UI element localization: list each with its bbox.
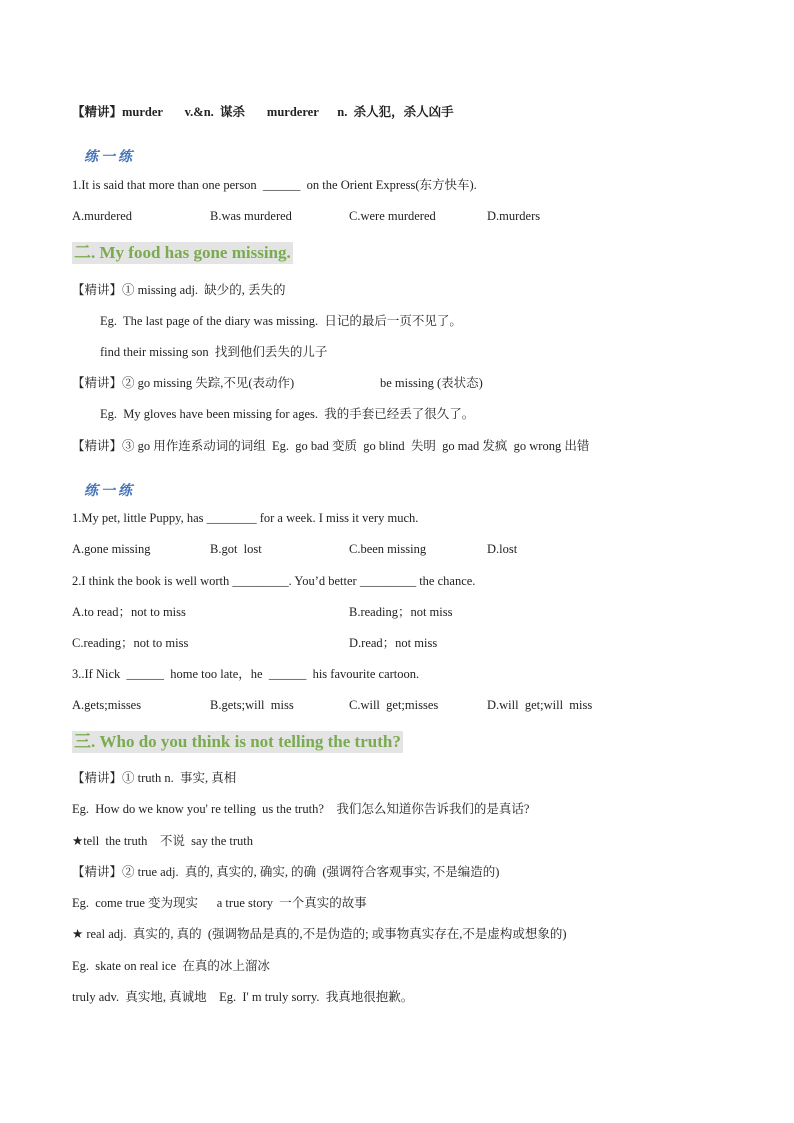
explain-missing: 【精讲】① missing adj. 缺少的, 丢失的: [72, 283, 286, 297]
section-3-heading: 三. Who do you think is not telling the truth?: [74, 732, 401, 751]
section-2-heading: 二. My food has gone missing.: [74, 243, 291, 262]
p2q1-option-a: A.gone missing: [72, 542, 151, 556]
be-missing-note: be missing (表状态): [380, 376, 483, 390]
q1-option-a: A.murdered: [72, 209, 133, 223]
note-tell-truth: ★tell the truth 不说 say the truth: [72, 834, 253, 848]
explain-go-linking: 【精讲】③ go 用作连系动词的词组 Eg. go bad 变质 go blind 失明 go mad 发疯 go wrong 出错: [72, 439, 590, 453]
practice-label-1: 练一练: [84, 150, 135, 165]
example-missing-son: find their missing son 找到他们丢失的儿子: [100, 345, 328, 359]
note-real: ★ real adj. 真实的, 真的 (强调物品是真的,不是伪造的; 或事物真实存在,不是虚构或想象的): [72, 927, 567, 941]
example-gloves: Eg. My gloves have been missing for ages. 我的手套已经丢了很久了。: [100, 407, 475, 421]
practice2-question-2: 2.I think the book is well worth _________. You’d better _________ the chance.: [72, 574, 476, 588]
p2q2-option-a: A.to read；not to miss: [72, 605, 186, 619]
p2q3-option-d: D.will get;will miss: [487, 698, 593, 712]
explain-go-missing: 【精讲】② go missing 失踪,不见(表动作): [72, 376, 295, 390]
explain-true: 【精讲】② true adj. 真的, 真实的, 确实, 的确 (强调符合客观事实, 不是编造的): [72, 865, 500, 879]
p2q3-option-b: B.gets;will miss: [210, 698, 294, 712]
p2q1-option-b: B.got lost: [210, 542, 262, 556]
p2q3-option-c: C.will get;misses: [349, 698, 439, 712]
practice-label-2: 练一练: [84, 484, 135, 499]
p2q2-option-d: D.read；not miss: [349, 636, 438, 650]
practice2-question-1: 1.My pet, little Puppy, has ________ for a week. I miss it very much.: [72, 511, 419, 525]
explain-truly: truly adv. 真实地, 真诚地 Eg. I' m truly sorry. 我真地很抱歉。: [72, 990, 414, 1004]
example-true: Eg. come true 变为现实 a true story 一个真实的故事: [72, 896, 367, 910]
example-diary: Eg. The last page of the diary was missing. 日记的最后一页不见了。: [100, 314, 462, 328]
p2q1-option-c: C.been missing: [349, 542, 427, 556]
example-real-ice: Eg. skate on real ice 在真的冰上溜冰: [72, 959, 270, 973]
question-1: 1.It is said that more than one person ______ on the Orient Express(东方快车).: [72, 178, 477, 192]
example-truth: Eg. How do we know you' re telling us the truth? 我们怎么知道你告诉我们的是真话?: [72, 802, 530, 816]
explain-truth: 【精讲】① truth n. 事实, 真相: [72, 771, 237, 785]
q1-option-d: D.murders: [487, 209, 541, 223]
explain-murder: 【精讲】murder v.&n. 谋杀 murderer n. 杀人犯，杀人凶手: [72, 105, 454, 119]
practice2-question-3: 3..If Nick ______ home too late，he ______ his favourite cartoon.: [72, 667, 420, 681]
q1-option-b: B.was murdered: [210, 209, 292, 223]
p2q1-option-d: D.lost: [487, 542, 518, 556]
p2q3-option-a: A.gets;misses: [72, 698, 142, 712]
p2q2-option-b: B.reading；not miss: [349, 605, 453, 619]
q1-option-c: C.were murdered: [349, 209, 436, 223]
p2q2-option-c: C.reading；not to miss: [72, 636, 189, 650]
